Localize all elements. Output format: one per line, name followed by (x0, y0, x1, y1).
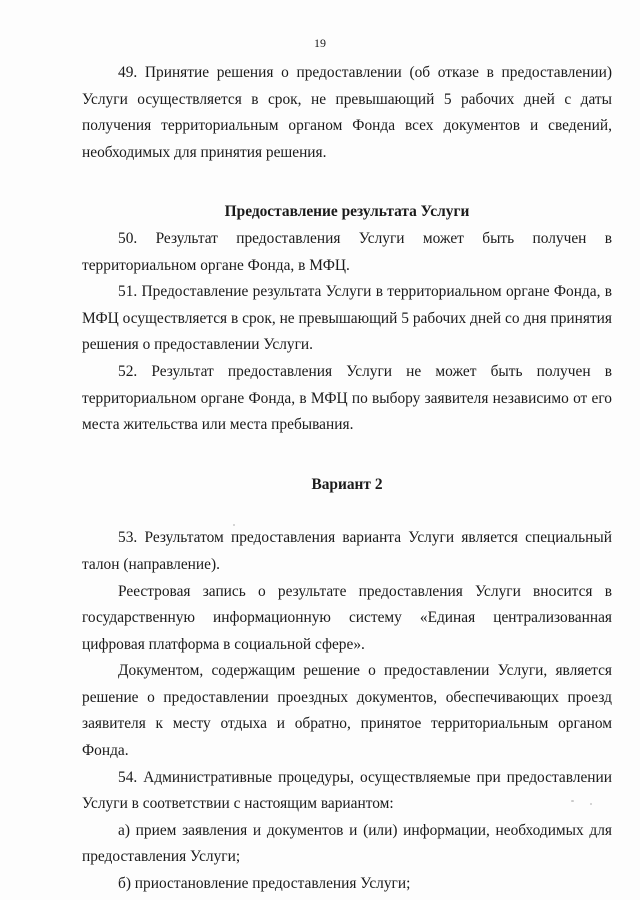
scan-speck (590, 803, 592, 805)
list-item-b: б) приостановление предоставления Услуги; (118, 875, 411, 893)
scan-speck (233, 524, 235, 526)
scan-speck (571, 800, 574, 802)
spacer (82, 166, 612, 193)
document-body (82, 60, 612, 898)
paragraph-53-document: Документом, содержащим решение о предоставлении Услуги, является решение о предоставлении проездных документов, обеспечивающих проезд заявителя к месту отдыха и обратно, принятое территориальным органом Фонда. (82, 662, 612, 760)
spacer (82, 498, 612, 525)
paragraph-49: 49. Принятие решения о предоставлении (об отказе в предоставлении) Услуги осуществляется в срок, не превышающий 5 рабочих дней с даты получения территориальным органом Фонда всех документов и сведений, необходимых для принятия решения. (82, 64, 612, 161)
section-heading-variant: Вариант 2 (311, 475, 383, 493)
paragraph-53-registry: Реестровая запись о результате предоставления Услуги вносится в государственную информационную систему «Единая централизованная цифровая платформа в социальной сфере». (82, 582, 612, 653)
paragraph-50: 50. Результат предоставления Услуги может быть получен в территориальном органе Фонда, в МФЦ. (82, 229, 612, 274)
paragraph-52: 52. Результат предоставления Услуги не может быть получен в территориальном органе Фонда, в МФЦ по выбору заявителя независимо от его места жительства или места пребывания. (82, 362, 612, 434)
paragraph-53: 53. Результатом предоставления варианта Услуги является специальный талон (направление). (82, 529, 612, 573)
list-item-a: а) прием заявления и документов и (или) информации, необходимых для предоставления Услуги; (82, 821, 612, 866)
section-heading-result: Предоставление результата Услуги (224, 203, 470, 221)
spacer (82, 439, 612, 466)
paragraph-51: 51. Предоставление результата Услуги в территориальном органе Фонда, в МФЦ осуществляется в срок, не превышающий 5 рабочих дней со дня принятия решения о предоставлении Услуги. (82, 283, 612, 354)
page-number: 19 (314, 36, 326, 50)
paragraph-54: 54. Административные процедуры, осуществляемые при предоставлении Услуги в соответствии с настоящим вариантом: (82, 768, 612, 813)
